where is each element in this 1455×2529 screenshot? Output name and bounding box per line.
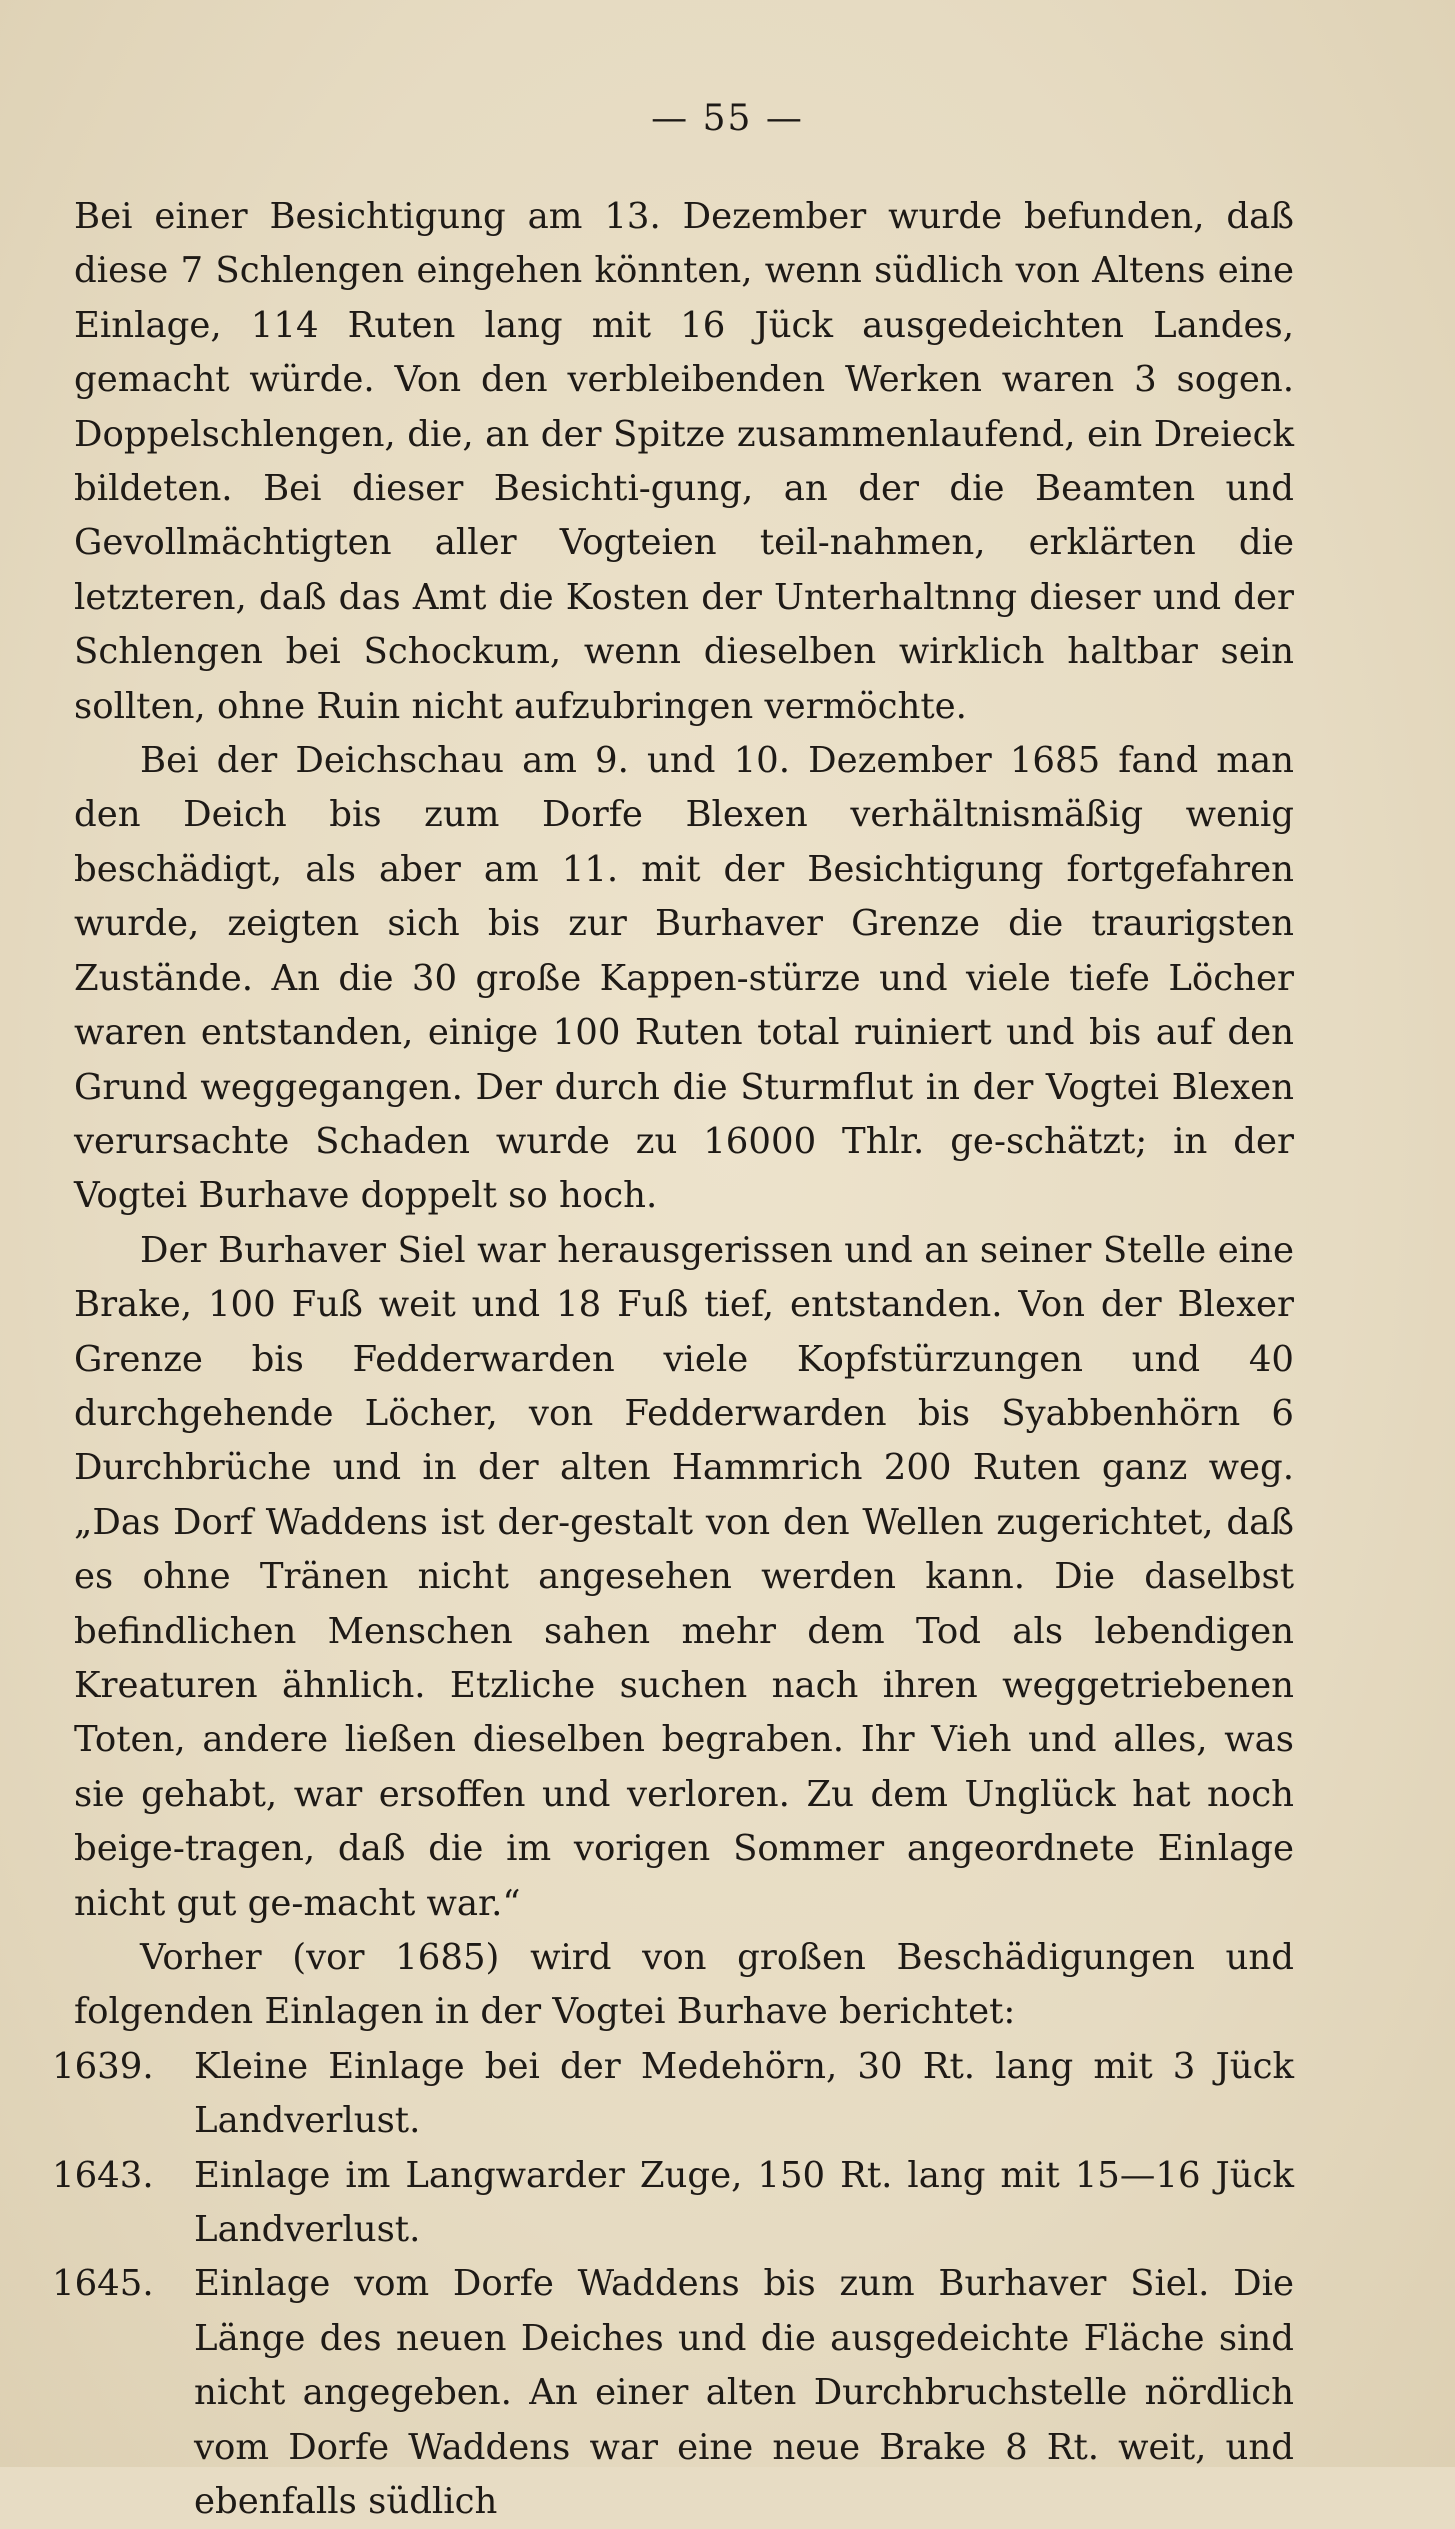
entry-year: 1645. (52, 2263, 154, 2305)
entry-text: Einlage im Langwarder Zuge, 150 Rt. lang mit 15—16 Jück Landverlust. (194, 2154, 1294, 2251)
body-text (52, 190, 1294, 2529)
entry-text: Kleine Einlage bei der Medehörn, 30 Rt. lang mit 3 Jück Landverlust. (194, 2045, 1294, 2142)
paragraph: Der Burhaver Siel war herausgerissen und an seiner Stelle eine Brake, 100 Fuß weit und 18 Fuß tief, entstanden. Von der Blexer Grenze bis Fedderwarden viele Kopfstürzungen und 40 durchgehende Löcher, von Fedderwarden bis Syabbenhörn 6 Durchbrüche und in der alten Hammrich 200 Ruten ganz weg. „Das Dorf Waddens ist der-gestalt von den Wellen zugerichtet, daß es ohne Tränen nicht angesehen werden kann. Die daselbst befindlichen Menschen sahen mehr dem Tod als lebendigen Kreaturen ähnlich. Etzliche suchen nach ihren weggetriebenen Toten, andere ließen dieselben begraben. Ihr Vieh und alles, was sie gehabt, war ersoffen und verloren. Zu dem Unglück hat noch beige-tragen, daß die im vorigen Sommer angeordnete Einlage nicht gut ge-macht war.“ (74, 1229, 1294, 1924)
paragraph: Bei der Deichschau am 9. und 10. Dezember 1685 fand man den Deich bis zum Dorfe Blexen verhältnismäßig wenig beschädigt, als aber am 11. mit der Besichtigung fortgefahren wurde, zeigten sich bis zur Burhaver Grenze die traurigsten Zustände. An die 30 große Kappen-stürze und viele tiefe Löcher waren entstanden, einige 100 Ruten total ruiniert und bis auf den Grund weggegangen. Der durch die Sturmflut in der Vogtei Blexen verursachte Schaden wurde zu 16000 Thlr. ge-schätzt; in der Vogtei Burhave doppelt so hoch. (74, 740, 1294, 1217)
entry-year: 1643. (52, 2154, 154, 2196)
page-number-header: — 55 — (651, 98, 804, 139)
list-item (52, 2040, 1294, 2149)
entry-year: 1639. (52, 2045, 154, 2087)
paragraph: Bei einer Besichtigung am 13. Dezember wurde befunden, daß diese 7 Schlengen eingehen könnten, wenn südlich von Altens eine Einlage, 114 Ruten lang mit 16 Jück ausgedeichten Landes, gemacht würde. Von den verbleibenden Werken waren 3 sogen. Doppelschlengen, die, an der Spitze zusammenlaufend, ein Dreieck bildeten. Bei dieser Besichti-gung, an der die Beamten und Gevollmächtigten aller Vogteien teil-nahmen, erklärten die letzteren, daß das Amt die Kosten der Unterhaltnng dieser und der Schlengen bei Schockum, wenn dieselben wirklich haltbar sein sollten, ohne Ruin nicht aufzubringen vermöchte. (74, 196, 1294, 727)
entry-text: Einlage vom Dorfe Waddens bis zum Burhaver Siel. Die Länge des neuen Deiches und die ausgedeichte Fläche sind nicht angegeben. An einer alten Durchbruchstelle nördlich vom Dorfe Waddens war eine neue Brake 8 Rt. weit, und ebenfalls südlich (194, 2263, 1294, 2523)
list-item (52, 2149, 1294, 2258)
paragraph: Vorher (vor 1685) wird von großen Beschädigungen und folgenden Einlagen in der Vogtei Burhave berichtet: (74, 1937, 1294, 2033)
list-item (52, 2257, 1294, 2529)
